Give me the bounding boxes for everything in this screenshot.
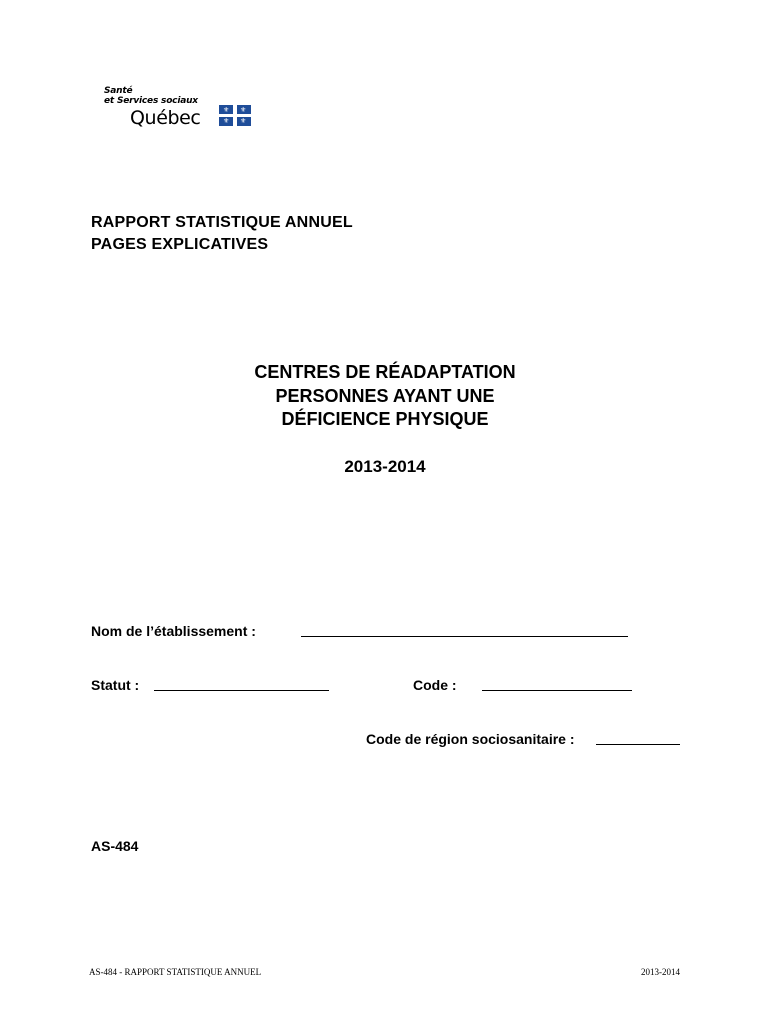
title-line1: CENTRES DE RÉADAPTATION bbox=[254, 362, 516, 382]
quebec-logo bbox=[104, 86, 254, 132]
region-code-label: Code de région sociosanitaire : bbox=[366, 731, 575, 747]
statut-field[interactable] bbox=[154, 690, 329, 691]
footer-left: AS-484 - RAPPORT STATISTIQUE ANNUEL bbox=[89, 967, 262, 977]
nom-etablissement-field[interactable] bbox=[301, 636, 628, 637]
form-code: AS-484 bbox=[91, 838, 139, 854]
logo-name: Québec bbox=[130, 107, 201, 129]
title-year: 2013-2014 bbox=[344, 457, 426, 476]
title-line2: PERSONNES AYANT UNE bbox=[275, 386, 495, 406]
report-heading-line1: RAPPORT STATISTIQUE ANNUEL bbox=[91, 214, 353, 231]
nom-etablissement-label: Nom de l’établissement : bbox=[91, 623, 256, 639]
region-code-field[interactable] bbox=[596, 744, 680, 745]
logo-line2: et Services sociaux bbox=[104, 96, 198, 106]
title-line3: DÉFICIENCE PHYSIQUE bbox=[281, 409, 489, 429]
footer-right: 2013-2014 bbox=[641, 967, 680, 977]
code-field[interactable] bbox=[482, 690, 632, 691]
report-heading-line2: PAGES EXPLICATIVES bbox=[91, 236, 269, 253]
logo-line1: Santé bbox=[104, 86, 133, 96]
statut-label: Statut : bbox=[91, 677, 140, 693]
quebec-flag-icon: ⚜ ⚜ ⚜ ⚜ bbox=[219, 105, 251, 126]
code-label: Code : bbox=[413, 677, 457, 693]
